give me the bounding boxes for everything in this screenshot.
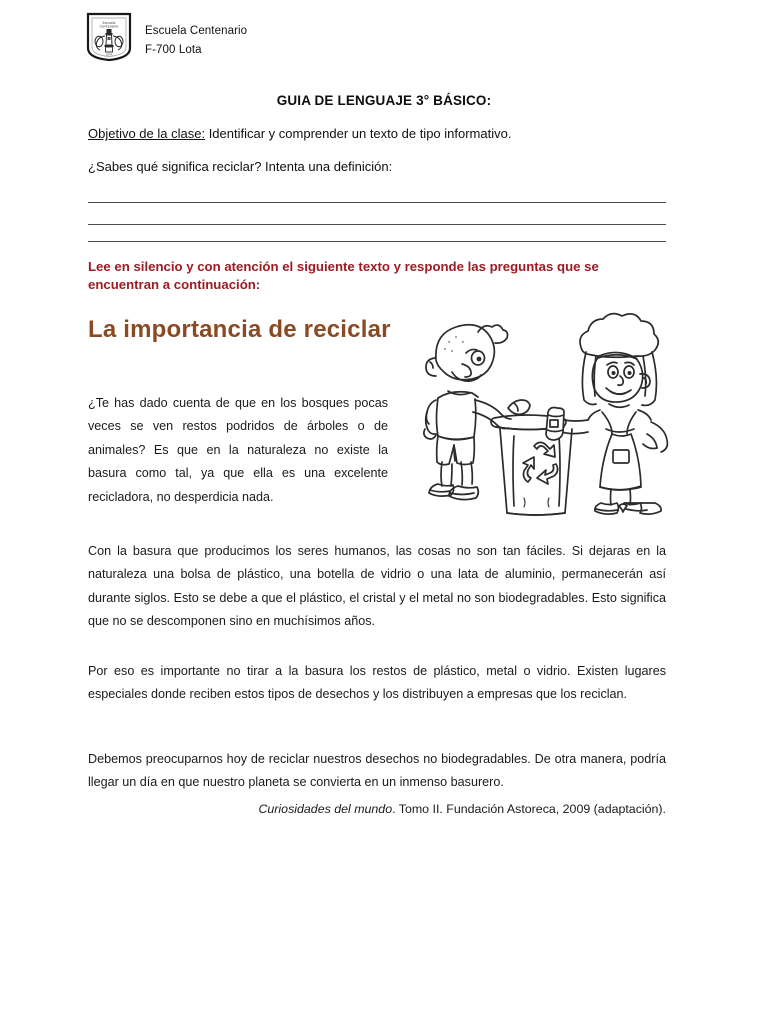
source-citation	[88, 802, 666, 816]
citation-details: . Tomo II. Fundación Astoreca, 2009 (adaptación).	[392, 802, 666, 816]
citation-source-title: Curiosidades del mundo	[258, 802, 393, 816]
school-crest-icon	[86, 12, 132, 62]
answer-line-2[interactable]	[88, 224, 666, 225]
class-objective	[88, 126, 688, 141]
article-heading: La importancia de reciclar	[88, 316, 391, 343]
article-paragraph-4: Debemos preocuparnos hoy de reciclar nuestros desechos no biodegradables. De otra manera, podría llegar un día en que nuestro planeta se convierta en un inmenso basurero.	[88, 752, 666, 790]
school-identity	[145, 12, 247, 59]
article-paragraph-3: Por eso es importante no tirar a la basura los restos de plástico, metal o vidrio. Existen lugares especiales donde reciben estos tipos de desechos y los distribuyen a empresas que los reciclan.	[88, 664, 666, 702]
article-paragraph-1: ¿Te has dado cuenta de que en los bosques pocas veces se ven restos podridos de árboles o de animales? Es que en la naturaleza no existe la basura como tal, ya que ella es una excelente recicladora, no desperdicia nada.	[88, 396, 388, 504]
svg-text:Centenario: Centenario	[99, 24, 119, 29]
objective-label: Objetivo de la clase:	[88, 126, 206, 141]
article-paragraph-2: Con la basura que producimos los seres humanos, las cosas no son tan fáciles. Si dejaras en la naturaleza una bolsa de plástico, una botella de vidrio o una lata de aluminio, permanecerán así durante siglos. Esto se debe a que el plástico, el cristal y el metal no son biodegradables. Esto significa que no se descomponen sino en muchísimos años.	[88, 544, 666, 629]
answer-line-1[interactable]	[88, 202, 666, 203]
answer-line-3[interactable]	[88, 241, 666, 242]
svg-text:Escuela: Escuela	[102, 21, 116, 25]
school-code: F-700 Lota	[145, 43, 202, 56]
letterhead	[86, 12, 247, 62]
reading-instruction: Lee en silencio y con atención el siguiente texto y responde las preguntas que se encuentran a continuación:	[88, 259, 599, 292]
page-title: GUIA DE LENGUAJE 3° BÁSICO:	[276, 93, 492, 108]
objective-text: Identificar y comprender un texto de tipo informativo.	[205, 126, 512, 141]
svg-text:LOTA: LOTA	[105, 53, 113, 57]
definition-prompt: ¿Sabes qué significa reciclar? Intenta una definición:	[88, 159, 393, 174]
school-name: Escuela Centenario	[145, 25, 248, 37]
children-recycling-illustration	[416, 312, 682, 530]
